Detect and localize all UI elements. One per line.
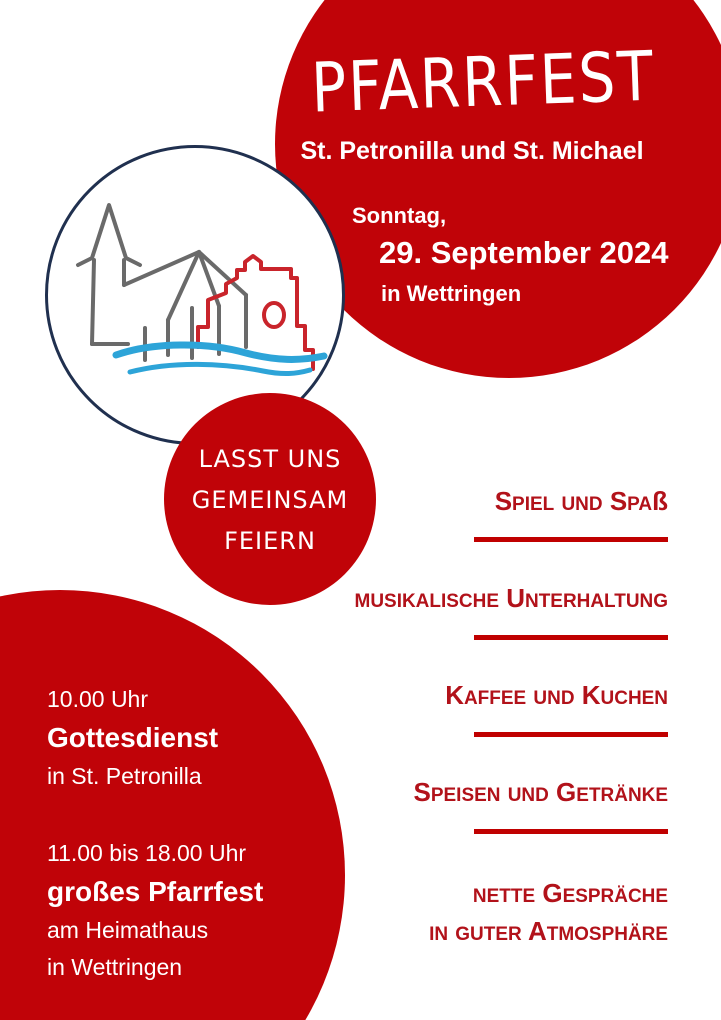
divider-line — [474, 537, 668, 542]
feature-item: SPIEL UND SPAß — [494, 486, 668, 516]
feature-item: MUSIKALISCHE UNTERHALTUNG — [354, 583, 668, 613]
river-waves — [116, 345, 324, 374]
motto-line-1: LASST UNS — [198, 445, 342, 473]
divider-line — [474, 732, 668, 737]
schedule-block — [47, 681, 263, 795]
motto-circle — [164, 393, 376, 605]
schedule-event: großes Pfarrfest — [47, 876, 264, 907]
divider-line — [474, 635, 668, 640]
motto-line-2: GEMEINSAM — [191, 486, 349, 514]
schedule-detail: in Wettringen — [47, 954, 183, 980]
schedule-detail: in St. Petronilla — [47, 763, 202, 789]
gray-church-outline — [78, 205, 246, 360]
schedule-detail: am Heimathaus — [47, 917, 209, 943]
motto-line-3: FEIERN — [224, 527, 316, 555]
feature-item: NETTE GESPRÄCHE IN GUTER ATMOSPHÄRE — [429, 878, 668, 946]
event-place: in Wettringen — [381, 281, 522, 306]
event-day: Sonntag, — [352, 203, 447, 228]
poster-title: PFARRFEST — [309, 35, 657, 129]
feature-item: KAFFEE UND KUCHEN — [445, 680, 668, 710]
schedule-time: 11.00 bis 18.00 Uhr — [47, 840, 247, 866]
schedule-event: Gottesdienst — [47, 722, 219, 753]
schedule-list — [47, 681, 263, 986]
schedule-block — [47, 835, 263, 986]
feature-item: SPEISEN UND GETRÄNKE — [413, 777, 668, 807]
event-date: 29. September 2024 — [379, 235, 669, 270]
divider-line — [474, 829, 668, 834]
poster-subtitle: St. Petronilla und St. Michael — [300, 137, 644, 165]
schedule-time: 10.00 Uhr — [47, 686, 149, 712]
